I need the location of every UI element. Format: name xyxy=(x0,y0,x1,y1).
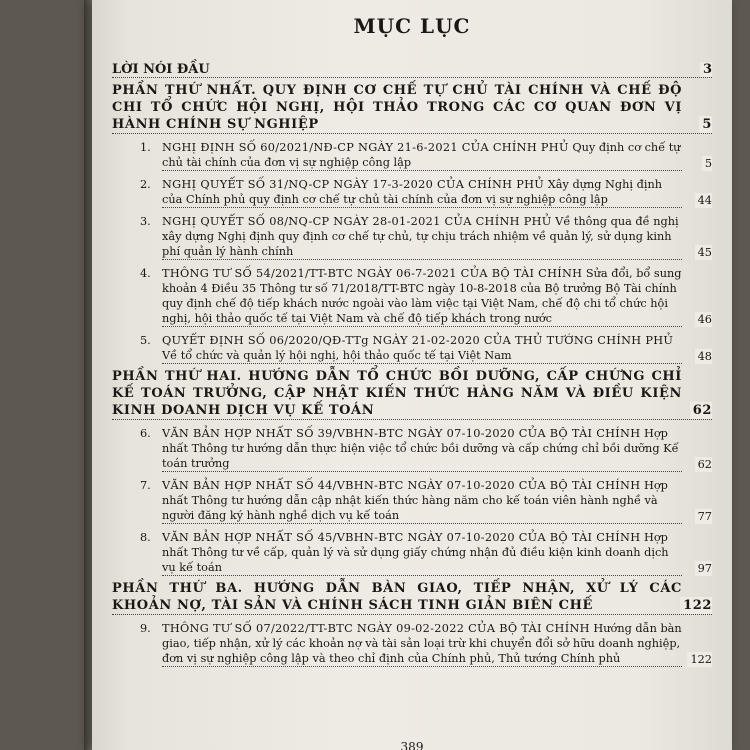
toc-entry xyxy=(112,333,712,364)
toc-entry xyxy=(112,214,712,260)
toc-entry-description: Xây dựng Nghị định của Chính phủ quy định cơ chế tự chủ tài chính của đơn vị sự nghiệp công lập xyxy=(162,178,663,206)
page-number: 389 xyxy=(400,740,424,750)
toc-entry-description: Quy định cơ chế tự chủ tài chính của đơn vị sự nghiệp công lập xyxy=(162,141,681,169)
toc-entry-text xyxy=(162,214,682,260)
toc-entry-text xyxy=(162,266,682,327)
toc-entry-page: 44 xyxy=(695,193,712,208)
toc-entry-heading: NGHỊ QUYẾT SỐ 31/NQ-CP NGÀY 17-3-2020 CỦA CHÍNH PHỦ xyxy=(162,178,545,191)
toc-entry-text xyxy=(162,426,682,472)
toc-entry xyxy=(112,426,712,472)
toc-entry xyxy=(112,621,712,667)
toc-entry-description: Hợp nhất Thông tư hướng dẫn thực hiện việc tổ chức bồi dưỡng và cấp chứng chỉ bồi dưỡng Kế toán trưởng xyxy=(162,427,679,470)
toc-entry-number: 6. xyxy=(140,427,151,440)
toc-entry-page: 5 xyxy=(702,156,712,171)
toc-entry-page: 48 xyxy=(695,349,712,364)
toc-entry-text xyxy=(162,621,682,667)
toc-entry-page: 122 xyxy=(687,652,712,667)
toc-entry-number: 9. xyxy=(140,622,151,635)
toc-part-title: PHẦN THỨ NHẤT. QUY ĐỊNH CƠ CHẾ TỰ CHỦ TÀI CHÍNH VÀ CHẾ ĐỘ CHI TỔ CHỨC HỘI NGHỊ, HỘI THẢO TRONG CÁC CƠ QUAN ĐƠN VỊ HÀNH CHÍNH SỰ NGHIỆP xyxy=(112,83,682,132)
toc-entry-heading: THÔNG TƯ SỐ 07/2022/TT-BTC NGÀY 09-02-2022 CỦA BỘ TÀI CHÍNH xyxy=(162,622,590,635)
toc-entry-description: Sửa đổi, bổ sung khoản 4 Điều 35 Thông tư số 71/2018/TT-BTC ngày 10-8-2018 của Bộ trưởng Bộ Tài chính quy định chế độ tiếp khách nước ngoài vào làm việc tại Việt Nam, chế độ chi tổ chức hội nghị, hội thảo quốc tế tại Việt Nam và chế độ tiếp khách trong nước xyxy=(162,267,682,325)
toc-entry-number: 4. xyxy=(140,267,151,280)
toc-entry-page: 62 xyxy=(695,457,712,472)
toc-entry xyxy=(112,266,712,327)
toc-entry xyxy=(112,177,712,208)
toc-part-page: 5 xyxy=(699,116,712,133)
toc-entry-text xyxy=(162,530,682,576)
toc-entry-heading: VĂN BẢN HỢP NHẤT SỐ 45/VBHN-BTC NGÀY 07-10-2020 CỦA BỘ TÀI CHÍNH xyxy=(162,531,641,544)
toc-part-page: 122 xyxy=(680,597,712,614)
toc-entry-number: 8. xyxy=(140,531,151,544)
toc-part-title: PHẦN THỨ BA. HƯỚNG DẪN BÀN GIAO, TIẾP NHẬN, XỬ LÝ CÁC KHOẢN NỢ, TÀI SẢN VÀ CHÍNH SÁCH TINH GIẢN BIÊN CHẾ xyxy=(112,581,682,613)
page-title: MỤC LỤC xyxy=(353,14,471,38)
toc-parts xyxy=(112,82,712,667)
toc-entry-page: 45 xyxy=(695,245,712,260)
toc-entry-text xyxy=(162,177,682,208)
toc-entry-heading: QUYẾT ĐỊNH SỐ 06/2020/QĐ-TTg NGÀY 21-02-2020 CỦA THỦ TƯỚNG CHÍNH PHỦ xyxy=(162,334,674,347)
toc-part-title: PHẦN THỨ HAI. HƯỚNG DẪN TỔ CHỨC BỒI DƯỠNG, CẤP CHỨNG CHỈ KẾ TOÁN TRƯỞNG, CẬP NHẬT KIẾN THỨC HÀNG NĂM VÀ ĐIỀU KIỆN KINH DOANH DỊCH VỤ KẾ TOÁN xyxy=(112,369,682,418)
toc-part-heading xyxy=(112,82,712,134)
toc-entry-text xyxy=(162,140,682,171)
toc-entry-heading: NGHỊ QUYẾT SỐ 08/NQ-CP NGÀY 28-01-2021 CỦA CHÍNH PHỦ xyxy=(162,215,552,228)
toc-entry-number: 2. xyxy=(140,178,151,191)
toc-entry-description: Hướng dẫn bàn giao, tiếp nhận, xử lý các khoản nợ và tài sản loại trừ khi chuyển đổi sở hữu doanh nghiệp, đơn vị sự nghiệp công lập và theo chỉ định của Chính phủ, Thủ tướng Chính phủ xyxy=(162,622,682,665)
toc-entry-description: Về tổ chức và quản lý hội nghị, hội thảo quốc tế tại Việt Nam xyxy=(162,349,512,362)
toc-intro-label: LỜI NÓI ĐẦU xyxy=(112,62,210,77)
toc-entry xyxy=(112,478,712,524)
toc-entry-heading: NGHỊ ĐỊNH SỐ 60/2021/NĐ-CP NGÀY 21-6-2021 CỦA CHÍNH PHỦ xyxy=(162,141,569,154)
toc-entry-text xyxy=(162,478,682,524)
toc-entry-heading: THÔNG TƯ SỐ 54/2021/TT-BTC NGÀY 06-7-2021 CỦA BỘ TÀI CHÍNH xyxy=(162,267,583,280)
toc-intro-page: 3 xyxy=(700,62,712,77)
toc-entry-heading: VĂN BẢN HỢP NHẤT SỐ 44/VBHN-BTC NGÀY 07-10-2020 CỦA BỘ TÀI CHÍNH xyxy=(162,479,641,492)
table-of-contents xyxy=(112,62,712,667)
toc-part-heading xyxy=(112,580,712,615)
toc-entry xyxy=(112,140,712,171)
toc-entry-page: 46 xyxy=(695,312,712,327)
toc-entry-description: Hợp nhất Thông tư về cấp, quản lý và sử dụng giấy chứng nhận đủ điều kiện kinh doanh dịch vụ kế toán xyxy=(162,531,669,574)
toc-entry-number: 7. xyxy=(140,479,151,492)
book-page xyxy=(92,0,732,750)
toc-entry-number: 5. xyxy=(140,334,151,347)
toc-entry-number: 1. xyxy=(140,141,151,154)
toc-entry-text xyxy=(162,333,682,364)
toc-entry-page: 77 xyxy=(695,509,712,524)
toc-intro xyxy=(112,62,712,78)
toc-part-page: 62 xyxy=(690,402,712,419)
toc-entry-number: 3. xyxy=(140,215,151,228)
toc-part-heading xyxy=(112,368,712,420)
toc-entry-description: Về thông qua đề nghị xây dựng Nghị định quy định cơ chế tự chủ, tự chịu trách nhiệm về quản lý, sử dụng kinh phí quản lý hành chính xyxy=(162,215,679,258)
toc-entry-heading: VĂN BẢN HỢP NHẤT SỐ 39/VBHN-BTC NGÀY 07-10-2020 CỦA BỘ TÀI CHÍNH xyxy=(162,427,641,440)
toc-entry xyxy=(112,530,712,576)
toc-entry-page: 97 xyxy=(695,561,712,576)
toc-entry-description: Hợp nhất Thông tư hướng dẫn cập nhật kiến thức hàng năm cho kế toán viên hành nghề và người đăng ký hành nghề dịch vụ kế toán xyxy=(162,479,668,522)
